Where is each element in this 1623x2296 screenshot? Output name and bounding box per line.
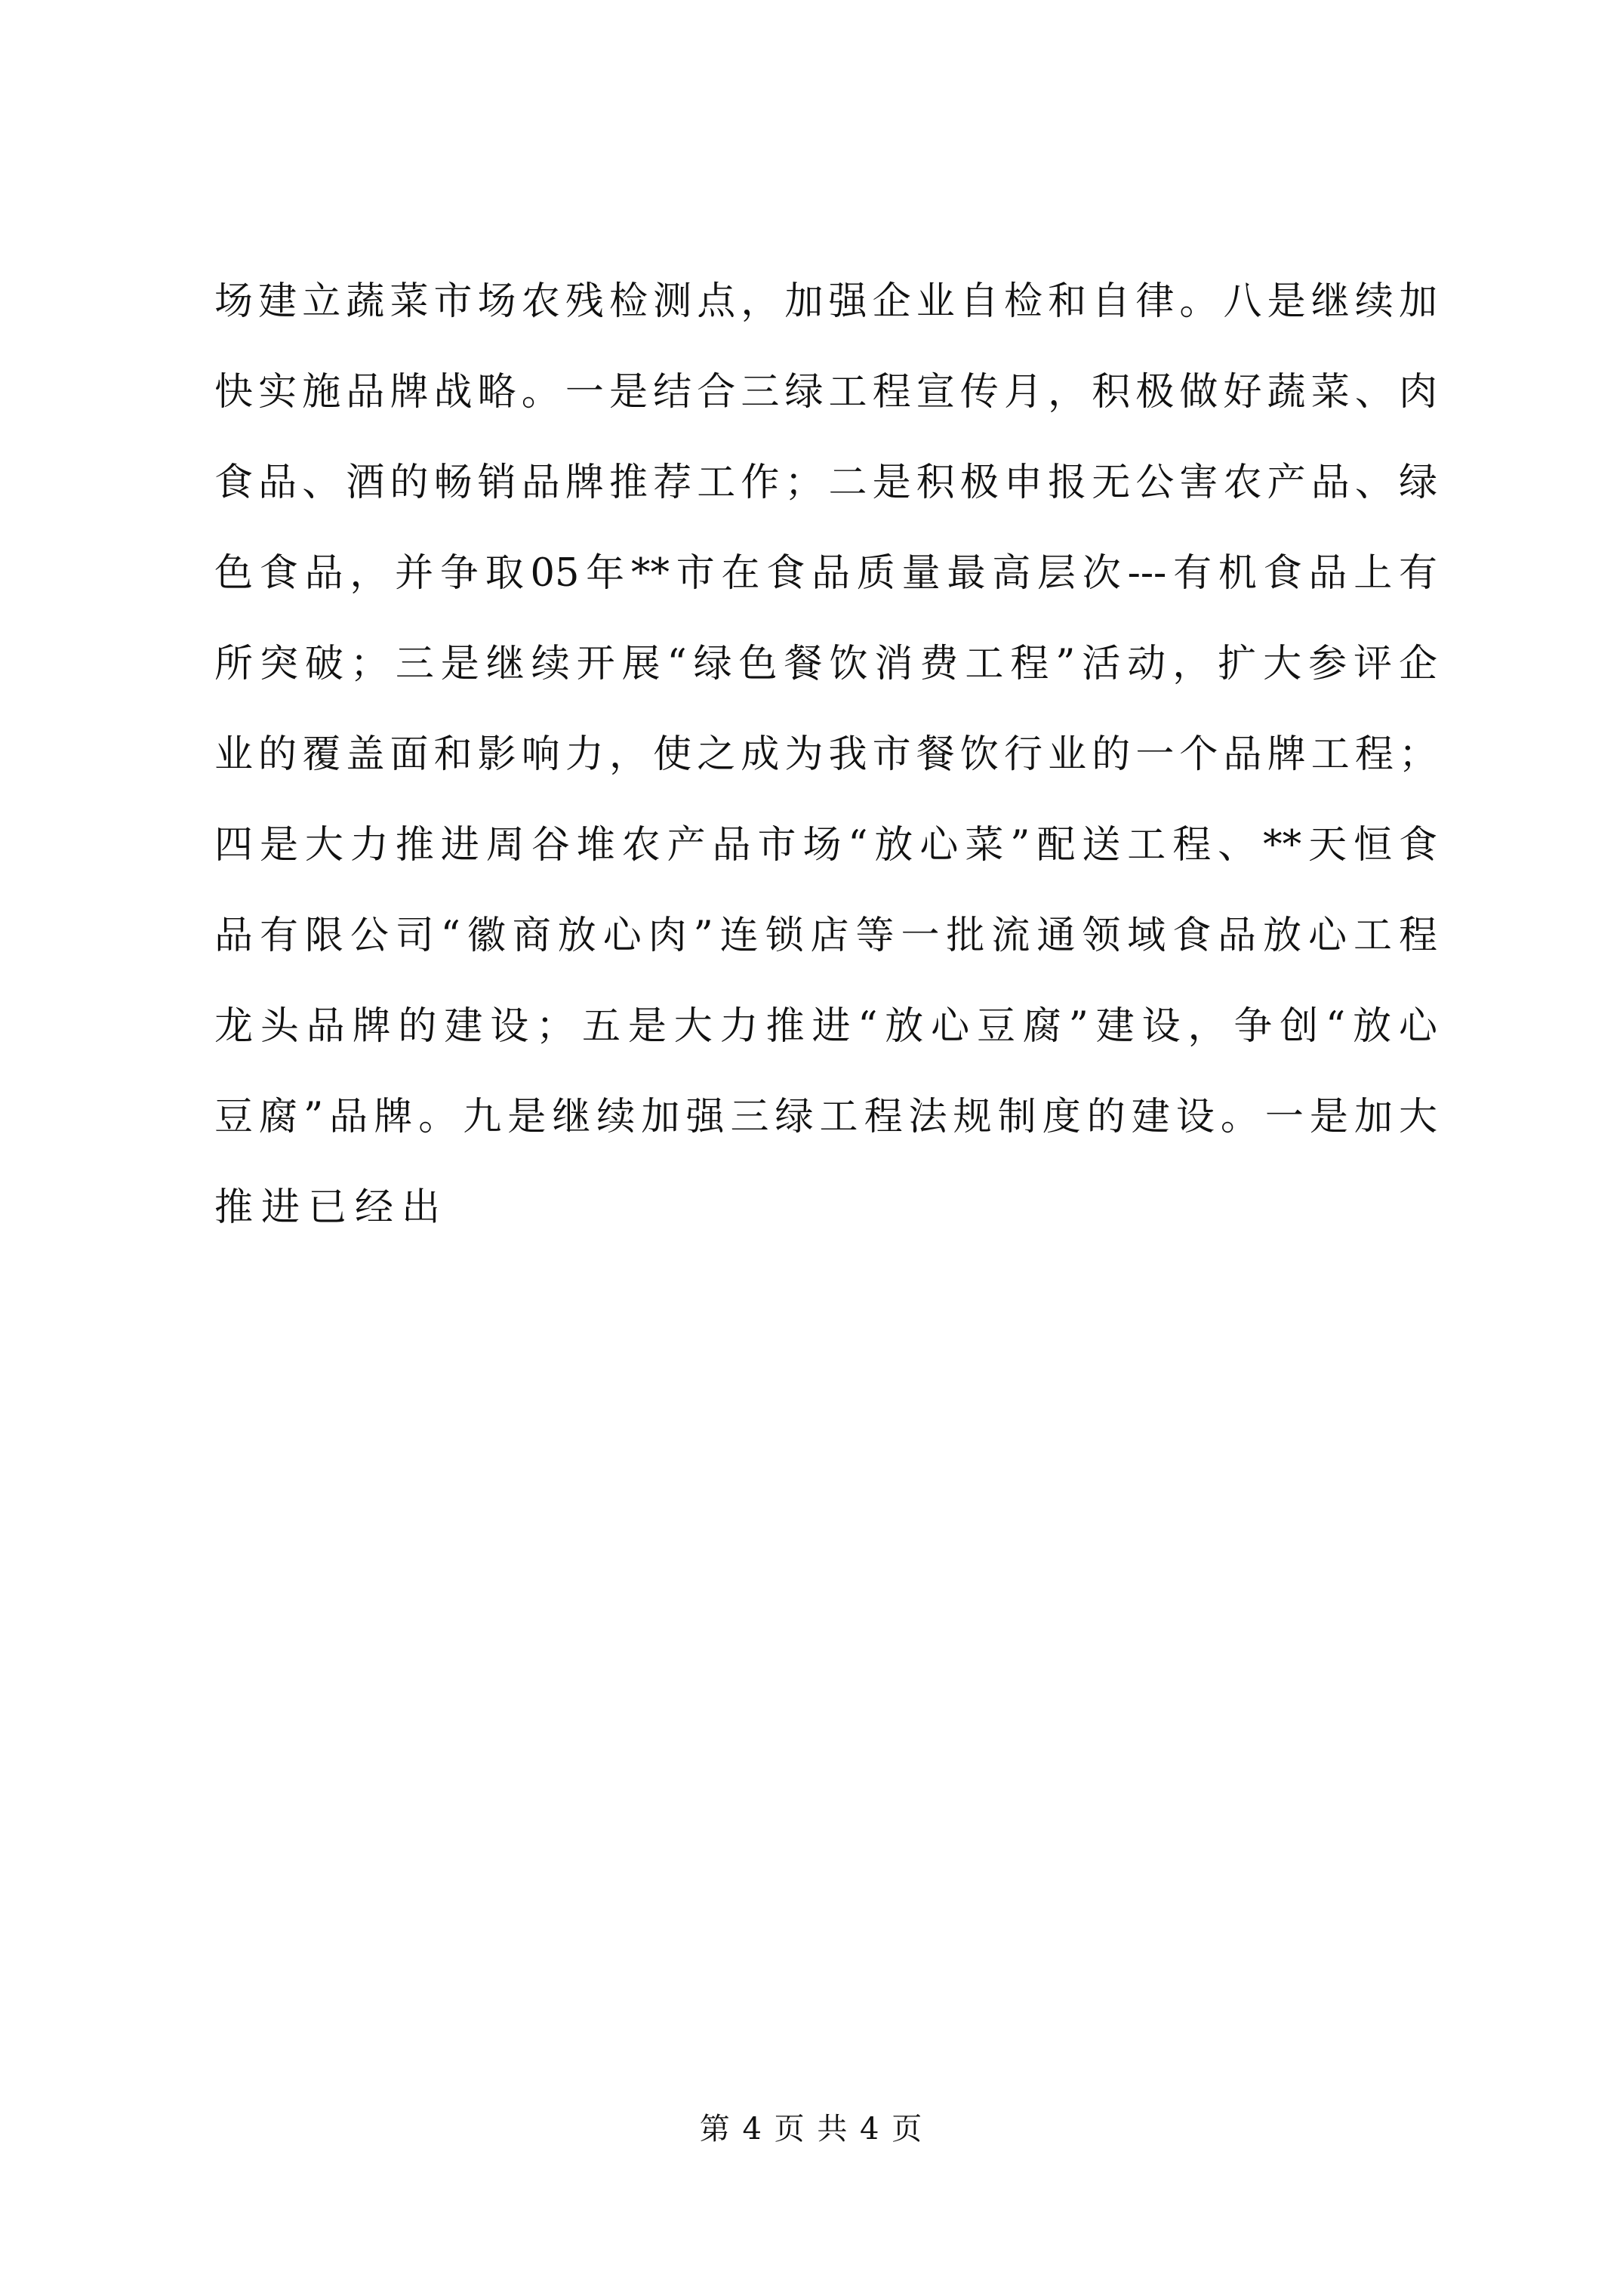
text-line: 食品、酒的畅销品牌推荐工作；二是积极申报无公害农产品、绿 (214, 461, 1437, 505)
text-line: 业的覆盖面和影响力，使之成为我市餐饮行业的一个品牌工程； (214, 732, 1437, 777)
text-line: 快实施品牌战略。一是结合三绿工程宣传月，积极做好蔬菜、肉 (214, 370, 1437, 415)
page-footer (0, 2106, 1623, 2152)
text-line: 场建立蔬菜市场农残检测点，加强企业自检和自律。八是继续加 (214, 279, 1437, 324)
text-line: 龙头品牌的建设；五是大力推进“放心豆腐”建设，争创“放心 (214, 1004, 1437, 1049)
text-line: 豆腐”品牌。九是继续加强三绿工程法规制度的建设。一是加大 (214, 1095, 1437, 1139)
body-text (214, 257, 1437, 1253)
text-line: 四是大力推进周谷堆农产品市场“放心菜”配送工程、**天恒食 (214, 823, 1437, 868)
text-line: 色食品，并争取05年**市在食品质量最高层次---有机食品上有 (214, 551, 1437, 596)
text-line: 所突破；三是继续开展“绿色餐饮消费工程”活动，扩大参评企 (214, 642, 1437, 686)
page-number: 第 4 页 共 4 页 (699, 2112, 924, 2147)
text-line-last: 推进已经出 (214, 1185, 449, 1230)
text-line: 品有限公司“徽商放心肉”连锁店等一批流通领域食品放心工程 (214, 914, 1437, 958)
